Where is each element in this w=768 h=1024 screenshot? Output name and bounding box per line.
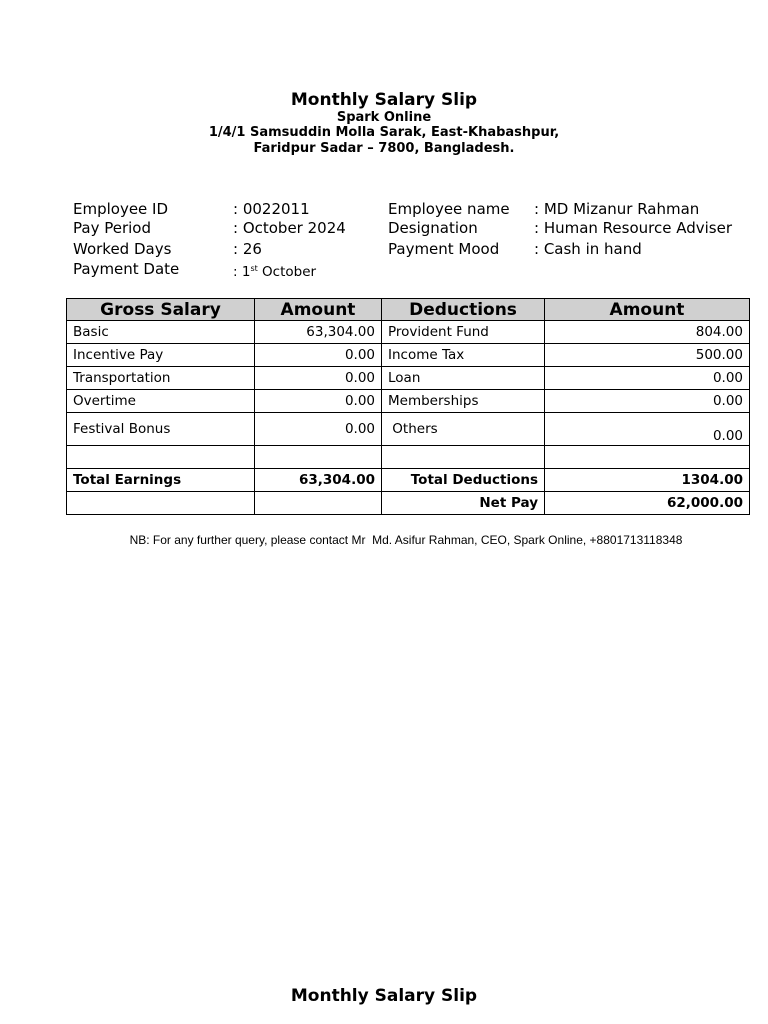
earning-amount: 63,304.00 — [255, 321, 382, 344]
deduction-label: Others — [382, 413, 545, 446]
deduction-amount: 0.00 — [545, 367, 750, 390]
payment-date-label: Payment Date — [73, 260, 180, 278]
deduction-amount: 0.00 — [545, 390, 750, 413]
payment-mood-value: : Cash in hand — [534, 240, 642, 258]
employee-name-value: : MD Mizanur Rahman — [534, 200, 700, 218]
earning-amount: 0.00 — [255, 344, 382, 367]
slip-title-repeat: Monthly Salary Slip — [290, 986, 478, 1006]
employee-id-value: : 0022011 — [233, 200, 310, 218]
earning-label: Festival Bonus — [67, 413, 255, 446]
pay-period-value: : October 2024 — [233, 219, 346, 237]
earning-label: Incentive Pay — [67, 344, 255, 367]
total-deductions-label: Total Deductions — [382, 469, 545, 492]
empty-cell — [67, 446, 255, 469]
earning-label: Basic — [67, 321, 255, 344]
deduction-label: Income Tax — [382, 344, 545, 367]
table-row — [67, 390, 750, 413]
designation-value: : Human Resource Adviser — [534, 219, 733, 237]
empty-cell — [255, 446, 382, 469]
earning-label: Transportation — [67, 367, 255, 390]
company-address-line1: 1/4/1 Samsuddin Molla Sarak, East-Khabashpur, — [208, 125, 560, 140]
empty-cell — [382, 446, 545, 469]
payment-mood-label: Payment Mood — [388, 240, 500, 258]
deduction-label: Memberships — [382, 390, 545, 413]
deductions-amount-header: Amount — [545, 299, 750, 321]
company-name: Spark Online — [336, 110, 432, 125]
designation-label: Designation — [388, 219, 478, 237]
empty-cell — [545, 446, 750, 469]
employee-id-label: Employee ID — [73, 200, 169, 218]
table-row — [67, 367, 750, 390]
total-deductions-value: 1304.00 — [545, 469, 750, 492]
deduction-amount: 500.00 — [545, 344, 750, 367]
employee-name-label: Employee name — [388, 200, 510, 218]
totals-row — [67, 469, 750, 492]
table-row — [67, 321, 750, 344]
earning-amount: 0.00 — [255, 367, 382, 390]
earning-amount: 0.00 — [255, 390, 382, 413]
earning-amount: 0.00 — [255, 413, 382, 446]
total-earnings-value: 63,304.00 — [255, 469, 382, 492]
table-row — [67, 344, 750, 367]
deduction-amount: 0.00 — [545, 413, 750, 446]
empty-cell — [255, 492, 382, 515]
deduction-amount: 804.00 — [545, 321, 750, 344]
deduction-label: Provident Fund — [382, 321, 545, 344]
deduction-label: Loan — [382, 367, 545, 390]
table-row — [67, 413, 750, 446]
slip-title: Monthly Salary Slip — [290, 90, 478, 110]
company-address-line2: Faridpur Sadar – 7800, Bangladesh. — [253, 141, 515, 156]
worked-days-value: : 26 — [233, 240, 262, 258]
total-earnings-label: Total Earnings — [67, 469, 255, 492]
net-pay-value: 62,000.00 — [545, 492, 750, 515]
net-pay-row — [67, 492, 750, 515]
worked-days-label: Worked Days — [73, 240, 172, 258]
earning-label: Overtime — [67, 390, 255, 413]
net-pay-label: Net Pay — [382, 492, 545, 515]
empty-cell — [67, 492, 255, 515]
gross-salary-header: Gross Salary — [67, 299, 255, 321]
earnings-amount-header: Amount — [255, 299, 382, 321]
table-row — [67, 446, 750, 469]
payment-date-value: : 1st October — [233, 264, 317, 280]
table-header-row — [67, 299, 750, 321]
salary-table — [66, 298, 750, 515]
deductions-header: Deductions — [382, 299, 545, 321]
contact-note: NB: For any further query, please contact Mr Md. Asifur Rahman, CEO, Spark Online, +8801713118348 — [129, 533, 683, 547]
pay-period-label: Pay Period — [73, 219, 151, 237]
